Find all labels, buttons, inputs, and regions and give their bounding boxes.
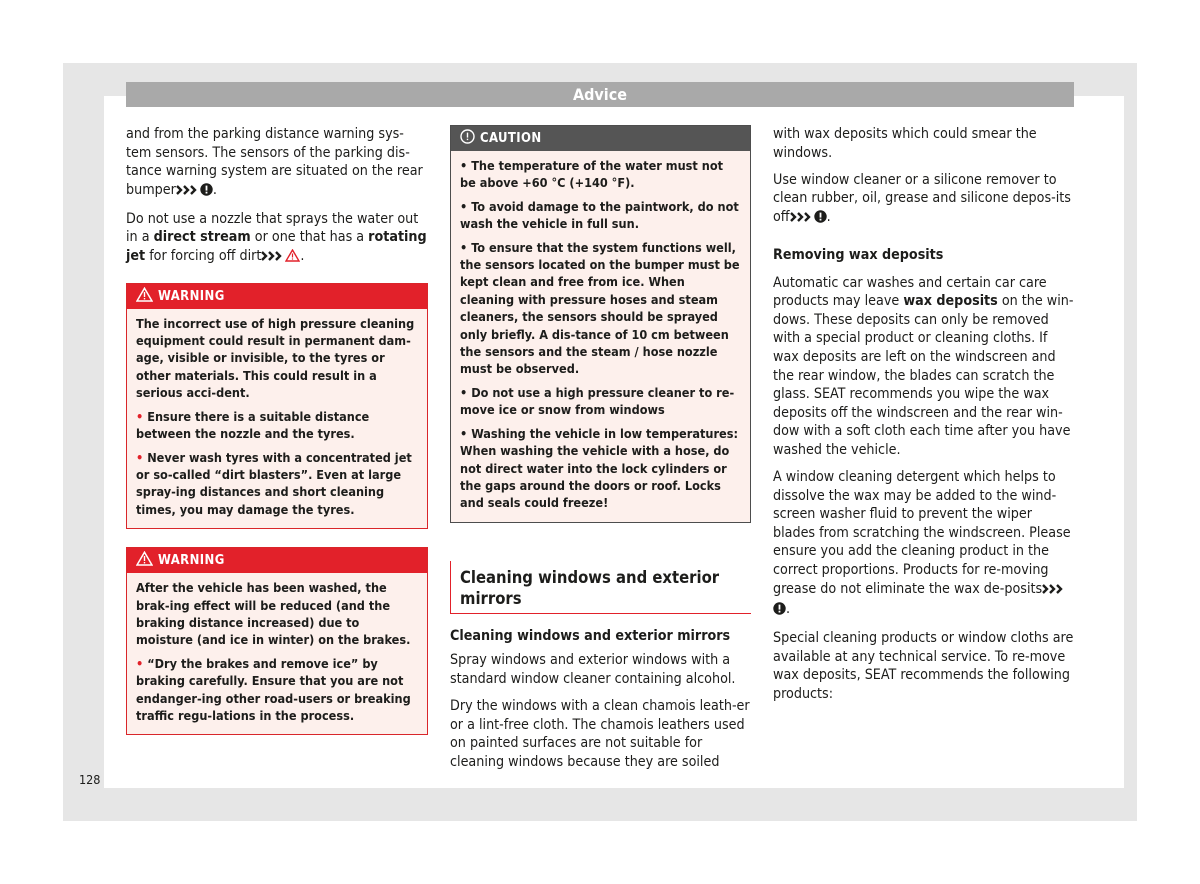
text: Automatic car washes and certain car care products may leave	[773, 274, 1047, 310]
caution-box-body	[451, 151, 750, 522]
paragraph-text: and from the parking distance warning sys-tem sensors. The sensors of the parking dis-tance warning system are situated on the rear bumper	[126, 126, 423, 198]
paragraph: Do not use a nozzle that sprays the water out in a direct stream or one that has a rotating jet for forcing off dirt .	[126, 210, 428, 268]
caution-icon	[773, 602, 786, 621]
warning-item-text: Ensure there is a suitable distance between the nozzle and the tyres.	[136, 408, 370, 442]
paragraph	[773, 274, 1075, 460]
caution-item	[460, 425, 741, 512]
warning-item	[136, 655, 418, 725]
bullet-icon: •	[136, 655, 144, 671]
caution-icon	[814, 210, 827, 229]
paragraph-text: Use window cleaner or a silicone remover to clean rubber, oil, grease and silicone depos-its off	[773, 171, 1071, 225]
caution-item	[460, 157, 741, 192]
caution-item	[460, 239, 741, 378]
text: or one that has a	[250, 229, 369, 246]
text-bold: wax deposits	[903, 293, 998, 310]
caution-label: CAUTION	[480, 131, 542, 146]
caution-item-text: Do not use a high pressure cleaner to re-move ice or snow from windows	[460, 384, 735, 418]
text: for forcing off dirt	[145, 248, 262, 265]
continue-icon	[790, 210, 814, 229]
bullet-icon: •	[136, 449, 144, 465]
bullet-icon: •	[460, 198, 468, 214]
paragraph: Special cleaning products or window cloths are available at any technical service. To re-move wax deposits, SEAT recommends the following products:	[773, 630, 1074, 703]
paragraph: Dry the windows with a clean chamois leath-er or a lint-free cloth. The chamois leathers used on painted surfaces are not suitable for cleaning windows because they are soiled	[450, 698, 750, 770]
caution-item-text: Washing the vehicle in low temperatures: When washing the vehicle with a hose, do not direct water into the lock cylinders or the gaps around the doors or roof. Locks and seals could freeze!	[460, 425, 739, 511]
subheading: Cleaning windows and exterior mirrors	[450, 627, 731, 644]
warning-box	[126, 547, 428, 735]
caution-item	[460, 384, 741, 419]
warning-label: WARNING	[158, 288, 225, 304]
warning-box-body	[127, 309, 427, 528]
column-left	[126, 125, 428, 735]
warning-text: The incorrect use of high pressure cleaning equipment could result in permanent dam-age, visible or invisible, to the tyres or other materials. This could result in a serious acci-dent.	[136, 315, 415, 401]
warning-icon	[285, 249, 300, 268]
subheading: Removing wax deposits	[773, 247, 944, 264]
column-right	[773, 125, 1075, 712]
bullet-icon: •	[136, 408, 144, 424]
continue-icon	[1042, 582, 1066, 601]
paragraph: with wax deposits which could smear the windows.	[773, 126, 1037, 161]
warning-triangle-icon	[136, 286, 153, 312]
caution-item-text: The temperature of the water must not be above +60 °C (+140 °F).	[460, 158, 724, 191]
bullet-icon: •	[460, 425, 468, 441]
text-bold: rotating jet	[126, 229, 427, 265]
caution-item	[460, 198, 741, 233]
warning-box-body	[127, 573, 427, 734]
bullet-icon: •	[460, 384, 468, 400]
text-bold: direct stream	[153, 229, 251, 246]
bullet-icon: •	[460, 239, 468, 255]
caution-item-text: To avoid damage to the paintwork, do not wash the vehicle in full sun.	[460, 198, 739, 232]
warning-item	[136, 449, 418, 519]
column-middle	[450, 125, 751, 780]
caution-box	[450, 125, 751, 523]
caution-box-header	[451, 126, 750, 151]
continue-icon	[261, 249, 285, 268]
caution-icon	[200, 183, 213, 202]
warning-item-text: “Dry the brakes and remove ice” by braking carefully. Ensure that you are not endanger-ing other road-users or breaking traffic regu-lations in the process.	[136, 655, 411, 723]
paragraph: Spray windows and exterior windows with a standard window cleaner containing alcohol.	[450, 652, 736, 687]
warning-box	[126, 283, 428, 529]
warning-triangle-icon	[136, 550, 153, 576]
bullet-icon: •	[460, 158, 468, 173]
page-number: 128	[79, 772, 101, 787]
paragraph: and from the parking distance warning sys-tem sensors. The sensors of the parking dis-tance warning system are situated on the rear bumper .	[126, 125, 428, 201]
section-header: Advice	[126, 82, 1074, 107]
text: on the win-dows. These deposits can only be removed with a special product or cleaning cloths. If wax deposits are left on the windscreen and the rear window, the blades can scratch the glass. SEAT recommends you wipe the wax deposits off the windscreen and the rear win-dow with a soft cloth each time after you have washed the vehicle.	[773, 293, 1074, 458]
warning-item	[136, 408, 418, 443]
warning-label: WARNING	[158, 553, 225, 569]
paragraph: A window cleaning detergent which helps to dissolve the wax may be added to the wind-screen washer fluid to prevent the wiper blades from scratching the windscreen. Please ensure you add the cleaning product in the correct proportions. Products for re-moving grease do not eliminate the wax de-posits.	[773, 468, 1075, 621]
text: Do not use a nozzle that sprays the water out in a	[126, 210, 419, 246]
continue-icon	[176, 183, 200, 202]
caution-circle-icon	[460, 128, 475, 154]
section-title: Cleaning windows and exterior mirrors	[450, 561, 751, 614]
paragraph-text: A window cleaning detergent which helps to dissolve the wax may be added to the wind-screen washer fluid to prevent the wiper blades from scratching the windscreen. Please ensure you add the cleaning product in the correct proportions. Products for re-moving grease do not eliminate the wax de-posits	[773, 469, 1071, 597]
warning-text: After the vehicle has been washed, the brak-ing effect will be reduced (and the braking distance increased) due to moisture (and ice in winter) on the brakes.	[136, 580, 411, 648]
warning-item-text: Never wash tyres with a concentrated jet or so-called “dirt blasters”. Even at large spray-ing distances and short cleaning times, you may damage the tyres.	[136, 449, 412, 517]
warning-box-header	[127, 284, 427, 309]
caution-item-text: To ensure that the system functions well, the sensors located on the bumper must be kept clean and free from ice. When cleaning with pressure hoses and steam cleaners, the sensors should be sprayed only briefly. A dis-tance of 10 cm between the sensors and the steam / hose nozzle must be observed.	[460, 239, 740, 377]
paragraph: Use window cleaner or a silicone remover to clean rubber, oil, grease and silicone depos-its off .	[773, 171, 1075, 229]
warning-box-header	[127, 548, 427, 573]
